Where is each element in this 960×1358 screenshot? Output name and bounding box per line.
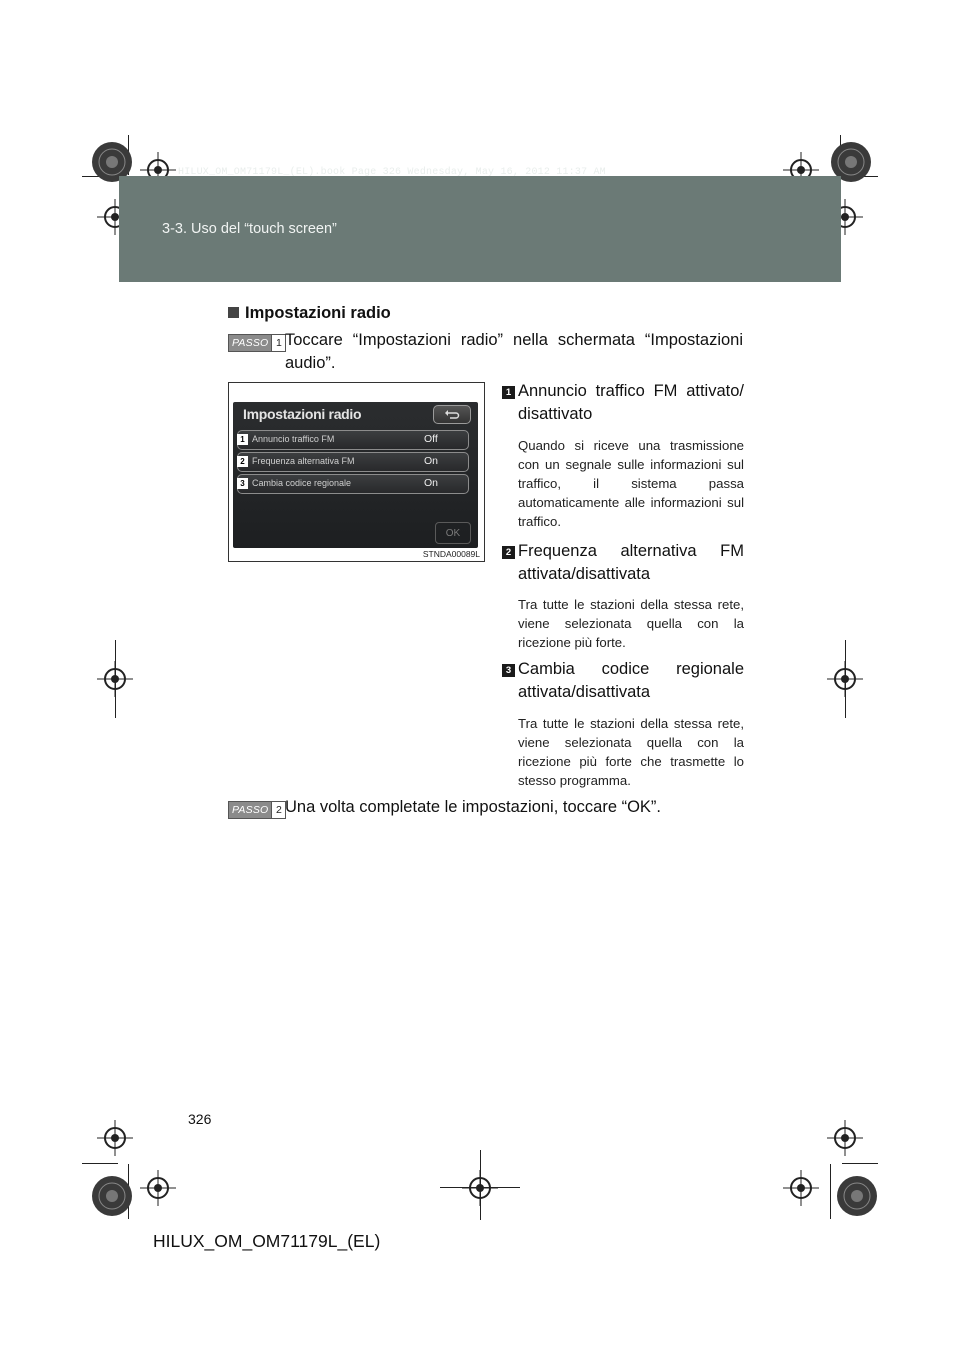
row-codice-regionale[interactable]: 3 Cambia codice regionale On	[237, 474, 469, 494]
item-number-badge: 1	[502, 386, 515, 399]
row-frequenza-alternativa[interactable]: 2 Frequenza alternativa FM On	[237, 452, 469, 472]
figure-code: STNDA00089L	[422, 549, 480, 559]
registration-target-icon	[835, 1174, 879, 1218]
book-stamp: HILUX_OM_OM71179L_(EL).book Page 326 Wednesday, May 16, 2012 11:37 AM	[178, 167, 606, 178]
screen-title: Impostazioni radio	[243, 406, 362, 422]
item-number-badge: 2	[502, 546, 515, 559]
square-bullet-icon	[228, 307, 239, 318]
return-arrow-icon	[444, 410, 460, 420]
item-3-desc: Tra tutte le stazioni della stessa rete, viene selezionata quella con la ricezione più forte che trasmette lo stesso programma.	[518, 716, 744, 788]
page-number: 326	[188, 1111, 212, 1127]
back-button[interactable]	[433, 405, 471, 424]
crosshair-icon	[783, 1170, 819, 1206]
screen-figure	[228, 382, 485, 562]
step-2-text: Una volta completate le impostazioni, toccare “OK”.	[285, 798, 661, 816]
section-title: 3-3. Uso del “touch screen”	[162, 221, 337, 237]
item-number-badge: 3	[502, 664, 515, 677]
crosshair-icon	[97, 661, 133, 697]
item-2-title: Frequenza alternativa FM attivata/disattivata	[518, 542, 744, 583]
crosshair-icon	[827, 661, 863, 697]
row-annuncio-traffico[interactable]: 1 Annuncio traffico FM Off	[237, 430, 469, 450]
step-1-text: Toccare “Impostazioni radio” nella schermata “Impostazioni audio”.	[285, 331, 743, 372]
item-2-desc: Tra tutte le stazioni della stessa rete, viene selezionata quella con la ricezione più forte.	[518, 597, 744, 650]
ok-button[interactable]: OK	[435, 522, 471, 544]
crosshair-icon	[827, 1120, 863, 1156]
document-code: HILUX_OM_OM71179L_(EL)	[153, 1231, 381, 1251]
crosshair-icon	[140, 1170, 176, 1206]
step-badge: PASSO 1	[228, 334, 286, 352]
step-badge: PASSO 2	[228, 801, 286, 819]
item-1-desc: Quando si riceve una trasmissione con un segnale sulle informazioni sul traffico, il sistema passa automaticamente alle informazioni sul traffico.	[518, 438, 744, 529]
crosshair-icon	[462, 1170, 498, 1206]
section-heading: Impostazioni radio	[228, 304, 391, 323]
touch-screen	[233, 402, 478, 548]
item-3-title: Cambia codice regionale attivata/disattivata	[518, 660, 744, 701]
crosshair-icon	[97, 1120, 133, 1156]
registration-target-icon	[90, 1174, 134, 1218]
item-1-title: Annuncio traffico FM attivato/ disattivato	[518, 382, 744, 423]
